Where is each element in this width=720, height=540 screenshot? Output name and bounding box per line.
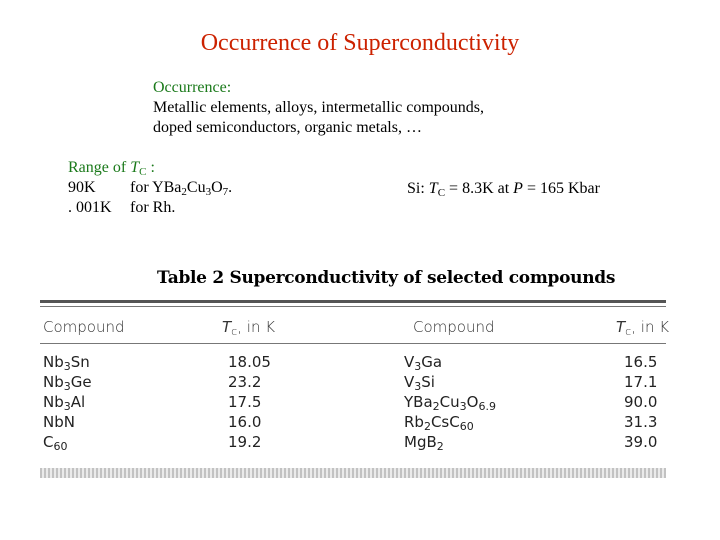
range-max-formula (130, 178, 232, 198)
compound-part: O (466, 393, 479, 411)
compound-part: YBa (404, 393, 433, 411)
table-row (43, 412, 92, 432)
header-compound-right: Compound (413, 318, 495, 336)
range-max-value: 90K (68, 179, 96, 196)
si-tc-var: T (428, 180, 438, 197)
tc-value: 16.0 (228, 413, 262, 431)
tc-value: 16.5 (624, 353, 658, 371)
compound-part: C (43, 433, 54, 451)
si-prefix: Si: (407, 180, 429, 197)
si-tc-value: = 8.3K at (445, 180, 514, 197)
compound-sub: 60 (459, 420, 474, 433)
compound-part: Nb (43, 353, 64, 371)
compound-sub: 3 (63, 400, 71, 413)
header-tc-left-unit: , in K (237, 318, 276, 336)
compound-part: Al (70, 393, 86, 411)
compound-part: NbN (43, 413, 75, 431)
compound-part: CsC (430, 413, 460, 431)
compound-part: Nb (43, 373, 64, 391)
occurrence-block (153, 78, 484, 138)
header-tc-right-sub: c (625, 325, 632, 338)
compound-sub: 2 (432, 400, 440, 413)
range-max-sub-1: 2 (181, 186, 187, 198)
compound-part: Cu (439, 393, 460, 411)
range-heading-sub: C (139, 166, 147, 178)
table-right-tc (624, 352, 657, 452)
range-row-min (68, 198, 232, 218)
range-heading-var: T (130, 159, 140, 176)
tc-value: 31.3 (624, 413, 658, 431)
range-max-sub-3: 3 (205, 186, 212, 198)
tc-value: 19.2 (228, 433, 262, 451)
range-max-sub-5: 7 (222, 186, 229, 198)
compound-sub: 2 (423, 420, 431, 433)
compound-part: V (404, 353, 415, 371)
header-tc-right (616, 318, 669, 336)
range-min-for: for Rh. (130, 199, 176, 216)
range-heading-suffix: : (146, 159, 155, 176)
compound-part: Nb (43, 393, 64, 411)
compound-sub: 3 (414, 380, 422, 393)
compound-part: Sn (70, 353, 90, 371)
table-caption: Table 2 Superconductivity of selected compounds (157, 268, 616, 288)
compound-sub: 3 (63, 360, 71, 373)
tc-value: 90.0 (624, 393, 658, 411)
silicon-note (407, 180, 600, 198)
si-p-value: = 165 Kbar (522, 180, 600, 197)
table-right-compounds (404, 352, 496, 452)
compound-part: MgB (404, 433, 437, 451)
tc-value: 23.2 (228, 373, 262, 391)
si-p-var: P (513, 180, 523, 197)
table-left-tc (228, 352, 271, 452)
header-tc-left-var: T (222, 318, 232, 336)
table-row (404, 392, 496, 412)
table-left-compounds (43, 352, 92, 452)
header-compound-left: Compound (43, 318, 125, 336)
table-row (404, 372, 496, 392)
range-heading-text: Range of (68, 159, 131, 176)
header-tc-right-unit: , in K (631, 318, 670, 336)
range-block (68, 158, 232, 218)
compound-part: Ge (70, 373, 92, 391)
compound-part: Si (421, 373, 435, 391)
range-row-max (68, 178, 232, 198)
range-max-part-2: Cu (186, 179, 206, 196)
occurrence-line-2: doped semiconductors, organic metals, … (153, 119, 422, 136)
tc-value: 17.5 (228, 393, 262, 411)
compound-sub: 3 (414, 360, 422, 373)
header-tc-left (222, 318, 275, 336)
compound-sub: 60 (53, 440, 68, 453)
range-max-part-4: O (211, 179, 223, 196)
range-min-value: . 001K (68, 199, 112, 216)
compound-sub: 6.9 (478, 400, 496, 413)
table-header-rule (40, 343, 666, 344)
tc-value: 17.1 (624, 373, 658, 391)
compound-part: V (404, 373, 415, 391)
compound-part: Ga (421, 353, 443, 371)
table-row (43, 352, 92, 372)
table-row (43, 372, 92, 392)
table-row (404, 352, 496, 372)
si-tc-sub: C (437, 187, 446, 199)
range-max-period: . (228, 179, 233, 196)
table-top-rule (40, 300, 666, 303)
range-max-for: for YBa (130, 179, 182, 196)
occurrence-heading: Occurrence: (153, 79, 232, 96)
compound-sub: 2 (436, 440, 444, 453)
compound-part: Rb (404, 413, 424, 431)
header-tc-left-sub: c (231, 325, 238, 338)
table-row (43, 432, 92, 452)
compound-sub: 3 (459, 400, 467, 413)
slide-title: Occurrence of Superconductivity (200, 30, 520, 56)
table-top-rule-thin (40, 306, 666, 307)
table-bottom-border (40, 468, 666, 478)
tc-value: 39.0 (624, 433, 658, 451)
occurrence-line-1: Metallic elements, alloys, intermetallic compounds, (153, 99, 485, 116)
tc-value: 18.05 (228, 353, 271, 371)
range-heading (68, 158, 232, 178)
table-row (43, 392, 92, 412)
compound-sub: 3 (63, 380, 71, 393)
table-row (404, 412, 496, 432)
header-tc-right-var: T (616, 318, 626, 336)
table-row (404, 432, 496, 452)
